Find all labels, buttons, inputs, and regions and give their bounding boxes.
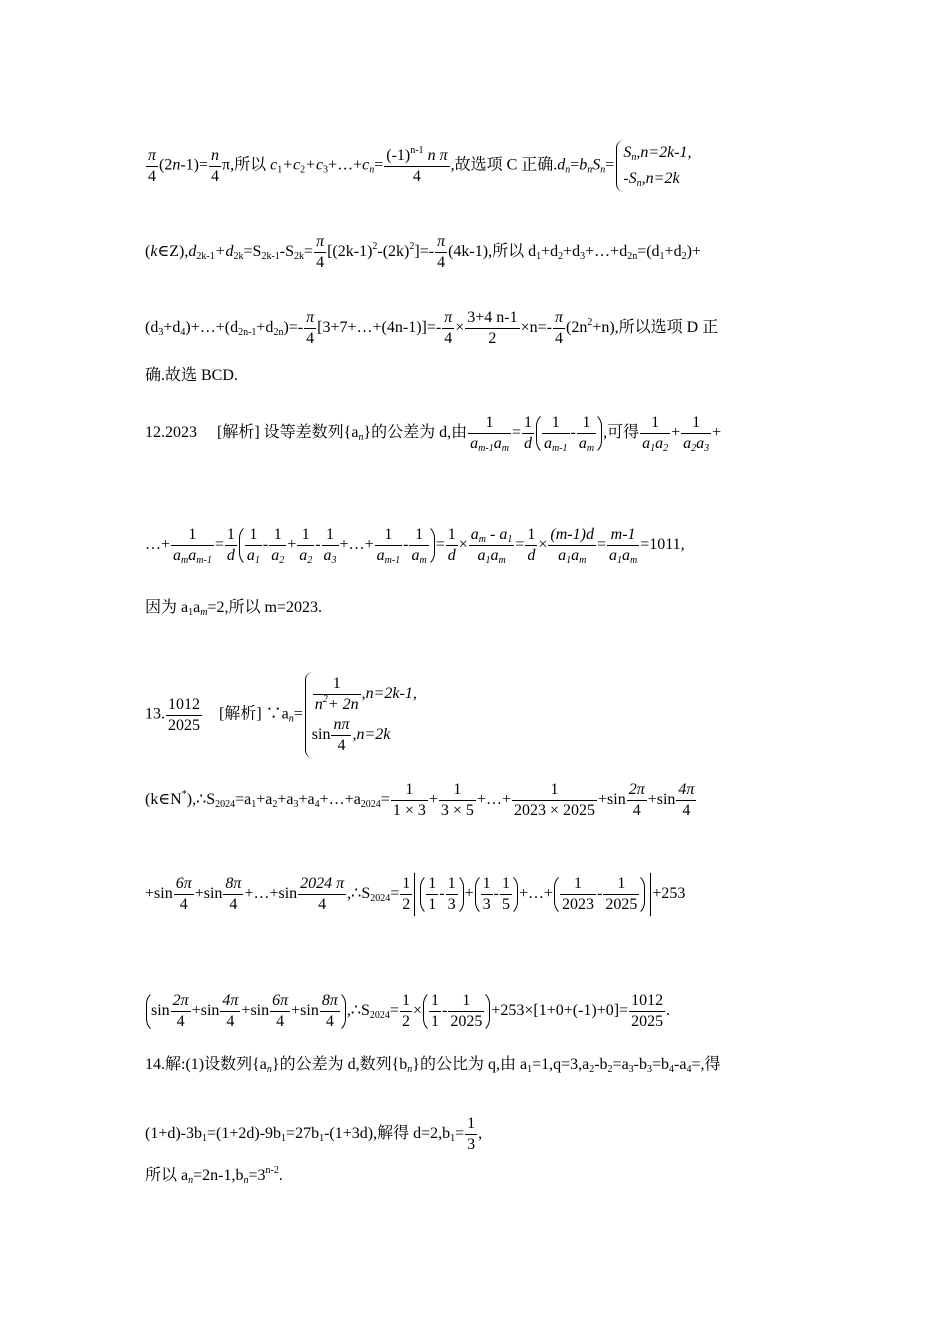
fraction-pi-over-4: $\frac{\pi}{4}$: [554, 309, 563, 347]
paren-group: $\frac{1}{a_{m-1}}$ - $\frac{1}{a_m}$: [536, 412, 602, 455]
fraction-1-over-d: $\frac{1}{d}$: [226, 526, 235, 564]
piecewise-brace-dn: $S_n,n=2k-1$, $-S_n,n=2k$: [616, 140, 691, 192]
line-11: sin $\frac{2\pi}{4}$ +sin $\frac{4\pi}{4}$ +sin $\frac{6\pi}{4}$ +sin $\frac{8\pi}{4}$ $,\therefore S_{2024}=$ $\frac{1}{2}$ × $\frac{1}{1}$ - $\frac{1}{2025}$ +253×[1+0+(-1)+0]= $\frac{1012}{2025}$ .: [145, 990, 825, 1033]
fraction-2pi-over-4: $\frac{2\pi}{4}$: [628, 781, 645, 819]
fraction-pi-over-4: $\frac{\pi}{4}$: [316, 233, 325, 271]
fraction-1-over-3x5: $\frac{1}{3 \times 5}$: [440, 781, 474, 819]
fraction-6pi-over-4: $\frac{6\pi}{4}$: [175, 875, 192, 913]
line-7: 因为 $a_1a_m=2$,所以 m=2023.: [145, 599, 322, 618]
answer-fraction-1012-2025: $\frac{1012}{2025}$: [631, 992, 664, 1030]
line-10: +sin $\frac{6\pi}{4}$ +sin $\frac{8\pi}{4}$ +…+sin $\frac{2024 \pi}{4}$ $,\therefore S_{2024}=$ $\frac{1}{2}$ $\frac{1}{1}$ - $\frac{1}{3}$ + $\frac{1}{3}$ - $\frac{1}{5}$ +…+ $\frac{1}{2023}$ - $\frac{1}{2025}$ +253: [145, 872, 825, 917]
paren-sin-sum: sin $\frac{2\pi}{4}$ +sin $\frac{4\pi}{4}$ +sin $\frac{6\pi}{4}$ +sin $\frac{8\pi}{4}$: [146, 990, 346, 1033]
fraction-am-a1-over-a1am: $\frac{a_m - a_1}{a_1a_m}$: [470, 526, 513, 566]
fraction-1-over-d: $\frac{1}{d}$: [447, 526, 456, 564]
line-14: 所以 $a_n=2n-1,b_n=3^{n-2}$.: [145, 1165, 283, 1186]
line-2: $(k\in Z),d_{2k-1}+d_{2k}=S_{2k-1}-S_{2k}=$ $\frac{\pi}{4}$ $[(2k-1)^2-(2k)^2]=-$ $\frac{\pi}{4}$ (4k-1),所以 $d_1+d_2+d_3+\dots+d_{2n}=(d_1+d_2)+$: [145, 233, 701, 271]
fraction-1-over-2: $\frac{1}{2}$: [401, 992, 410, 1030]
fraction-m1-over-a1am: $\frac{m-1}{a_1a_m}$: [608, 526, 638, 566]
fraction-8pi-over-4: $\frac{8\pi}{4}$: [225, 875, 242, 913]
answer-fraction-1012-2025: $\frac{1012}{2025}$: [168, 695, 200, 734]
fraction-pi-over-4: $\frac{\pi}{4}$: [437, 233, 446, 271]
fraction-pi-over-4: $\frac{\pi}{4}$: [444, 309, 453, 347]
fraction-4pi-over-4: $\frac{4\pi}{4}$: [678, 781, 695, 819]
line-13: $(1+d)-3b_1=(1+2d)-9b_1=27b_1-(1+3d)$,解得 $d=2,b_1=$ $\frac{1}{3}$ ,: [145, 1115, 483, 1153]
fraction-1-over-d: $\frac{1}{d}$: [523, 414, 532, 452]
line-1: $\frac{\pi}{4}$ (2n-1)= $\frac{n}{4}$ π,所以 $c_1+c_2+c_3+\dots+c_n=$ $\frac{(-1)^{n-1} n \pi}{4}$ ,故选项 C 正确$.d_n=b_nS_n=$ $S_n,n=2k-1$, $-S_n,n=2k$: [145, 140, 825, 192]
fraction-n-over-4: $\frac{n}{4}$: [211, 146, 220, 185]
line-5: 12.2023 [解析] 设等差数列$\{a_n\}$的公差为 d,由 $\frac{1}{a_{m-1}a_m}$ = $\frac{1}{d}$ $\frac{1}{a_{m-1}}$ - $\frac{1}{a_m}$ ,可得 $\frac{1}{a_1a_2}$ + $\frac{1}{a_2a_3}$ +: [145, 414, 722, 454]
line-8: 13. $\frac{1012}{2025}$ [解析] $\because a_n=$ $\frac{1}{n^2+ 2n}$ ,n=2k-1, sin $\frac{n\pi}{4}$ ,n=2k: [145, 672, 825, 758]
line-6: …+ $\frac{1}{a_ma_{m-1}}$ = $\frac{1}{d}$ $\frac{1}{a_1}$ - $\frac{1}{a_2}$ + $\frac{1}{a_2}$ - $\frac{1}{a_3}$ +…+ $\frac{1}{a_{m-1}}$ - $\frac{1}{a_m}$ = $\frac{1}{d}$ × $\frac{a_m - a_1}{a_1a_m}$ = $\frac{1}{d}$ × $\frac{(m-1)d}{a_1a_m}$ = $\frac{m-1}{a_1a_m}$ =1011,: [145, 526, 685, 566]
fraction-1-over-d: $\frac{1}{d}$: [527, 526, 536, 564]
fraction-1-over-1x3: $\frac{1}{1 \times 3}$: [392, 781, 426, 819]
piecewise-brace-an: $\frac{1}{n^2+ 2n}$ ,n=2k-1, sin $\frac{n\pi}{4}$ ,n=2k: [305, 672, 417, 758]
bracket-group: $\frac{1}{1}$ - $\frac{1}{3}$ + $\frac{1}{3}$ - $\frac{1}{5}$ +…+ $\frac{1}{2023}$ - $\frac{1}{2025}$: [414, 872, 651, 917]
paren-telescoping: $\frac{1}{a_1}$ - $\frac{1}{a_2}$ + $\frac{1}{a_2}$ - $\frac{1}{a_3}$ +…+ $\frac{1}{a_{m-1}}$ - $\frac{1}{a_m}$: [239, 524, 435, 567]
fraction-1-over-2: $\frac{1}{2}$: [402, 875, 411, 913]
fraction-1-over-a2a3: $\frac{1}{a_2a_3}$: [683, 414, 710, 454]
fraction-pi-over-4: $\frac{\pi}{4}$: [306, 309, 315, 347]
fraction-1-over-a1a2: $\frac{1}{a_1a_2}$: [642, 414, 669, 454]
fraction-1-over-am-am1: $\frac{1}{a_ma_{m-1}}$: [173, 526, 212, 566]
fraction-sign-n-pi-over-4: $\frac{(-1)^{n-1} n \pi}{4}$: [386, 144, 448, 185]
line-12: 14.解:(1)设数列$\{a_n\}$的公差为 d,数列$\{b_n\}$的公比为 q,由 $a_1=1,q=3,a_2-b_2=a_3-b_3=b_4-a_4=$,得: [145, 1056, 721, 1075]
fraction-pi-over-4: $\frac{\pi}{4}$: [148, 146, 157, 185]
fraction-1-over-2023x2025: $\frac{1}{2023 \times 2025}$: [513, 781, 595, 819]
line-9: $(k\in N^*),\therefore S_{2024}=a_1+a_2+a_3+a_4+\dots+a_{2024}=$ $\frac{1}{1 \times 3}$ + $\frac{1}{3 \times 5}$ +…+ $\frac{1}{2023 \times 2025}$ +sin $\frac{2\pi}{4}$ +sin $\frac{4\pi}{4}$: [145, 781, 695, 819]
line-3: $(d_3+d_4)+\dots+(d_{2n-1}+d_{2n})=-$ $\frac{\pi}{4}$ [3+7+…+(4n-1)]=- $\frac{\pi}{4}$ × $\frac{3+4 n-1}{2}$ ×n=- $\frac{\pi}{4}$ $(2n^2+n)$,所以选项 D 正: [145, 309, 719, 347]
fraction-sum-over-2: $\frac{3+4 n-1}{2}$: [467, 309, 518, 347]
fraction-1-over-3: $\frac{1}{3}$: [467, 1115, 476, 1153]
fraction-2024pi-over-4: $\frac{2024 \pi}{4}$: [300, 875, 345, 913]
fraction-1-over-am1-am: $\frac{1}{a_{m-1}a_m}$: [470, 414, 509, 454]
fraction-m1d-over-a1am: $\frac{(m-1)d}{a_1a_m}$: [550, 526, 594, 566]
line-4: 确.故选 BCD.: [145, 367, 238, 384]
paren-final: $\frac{1}{1}$ - $\frac{1}{2025}$: [423, 990, 490, 1033]
